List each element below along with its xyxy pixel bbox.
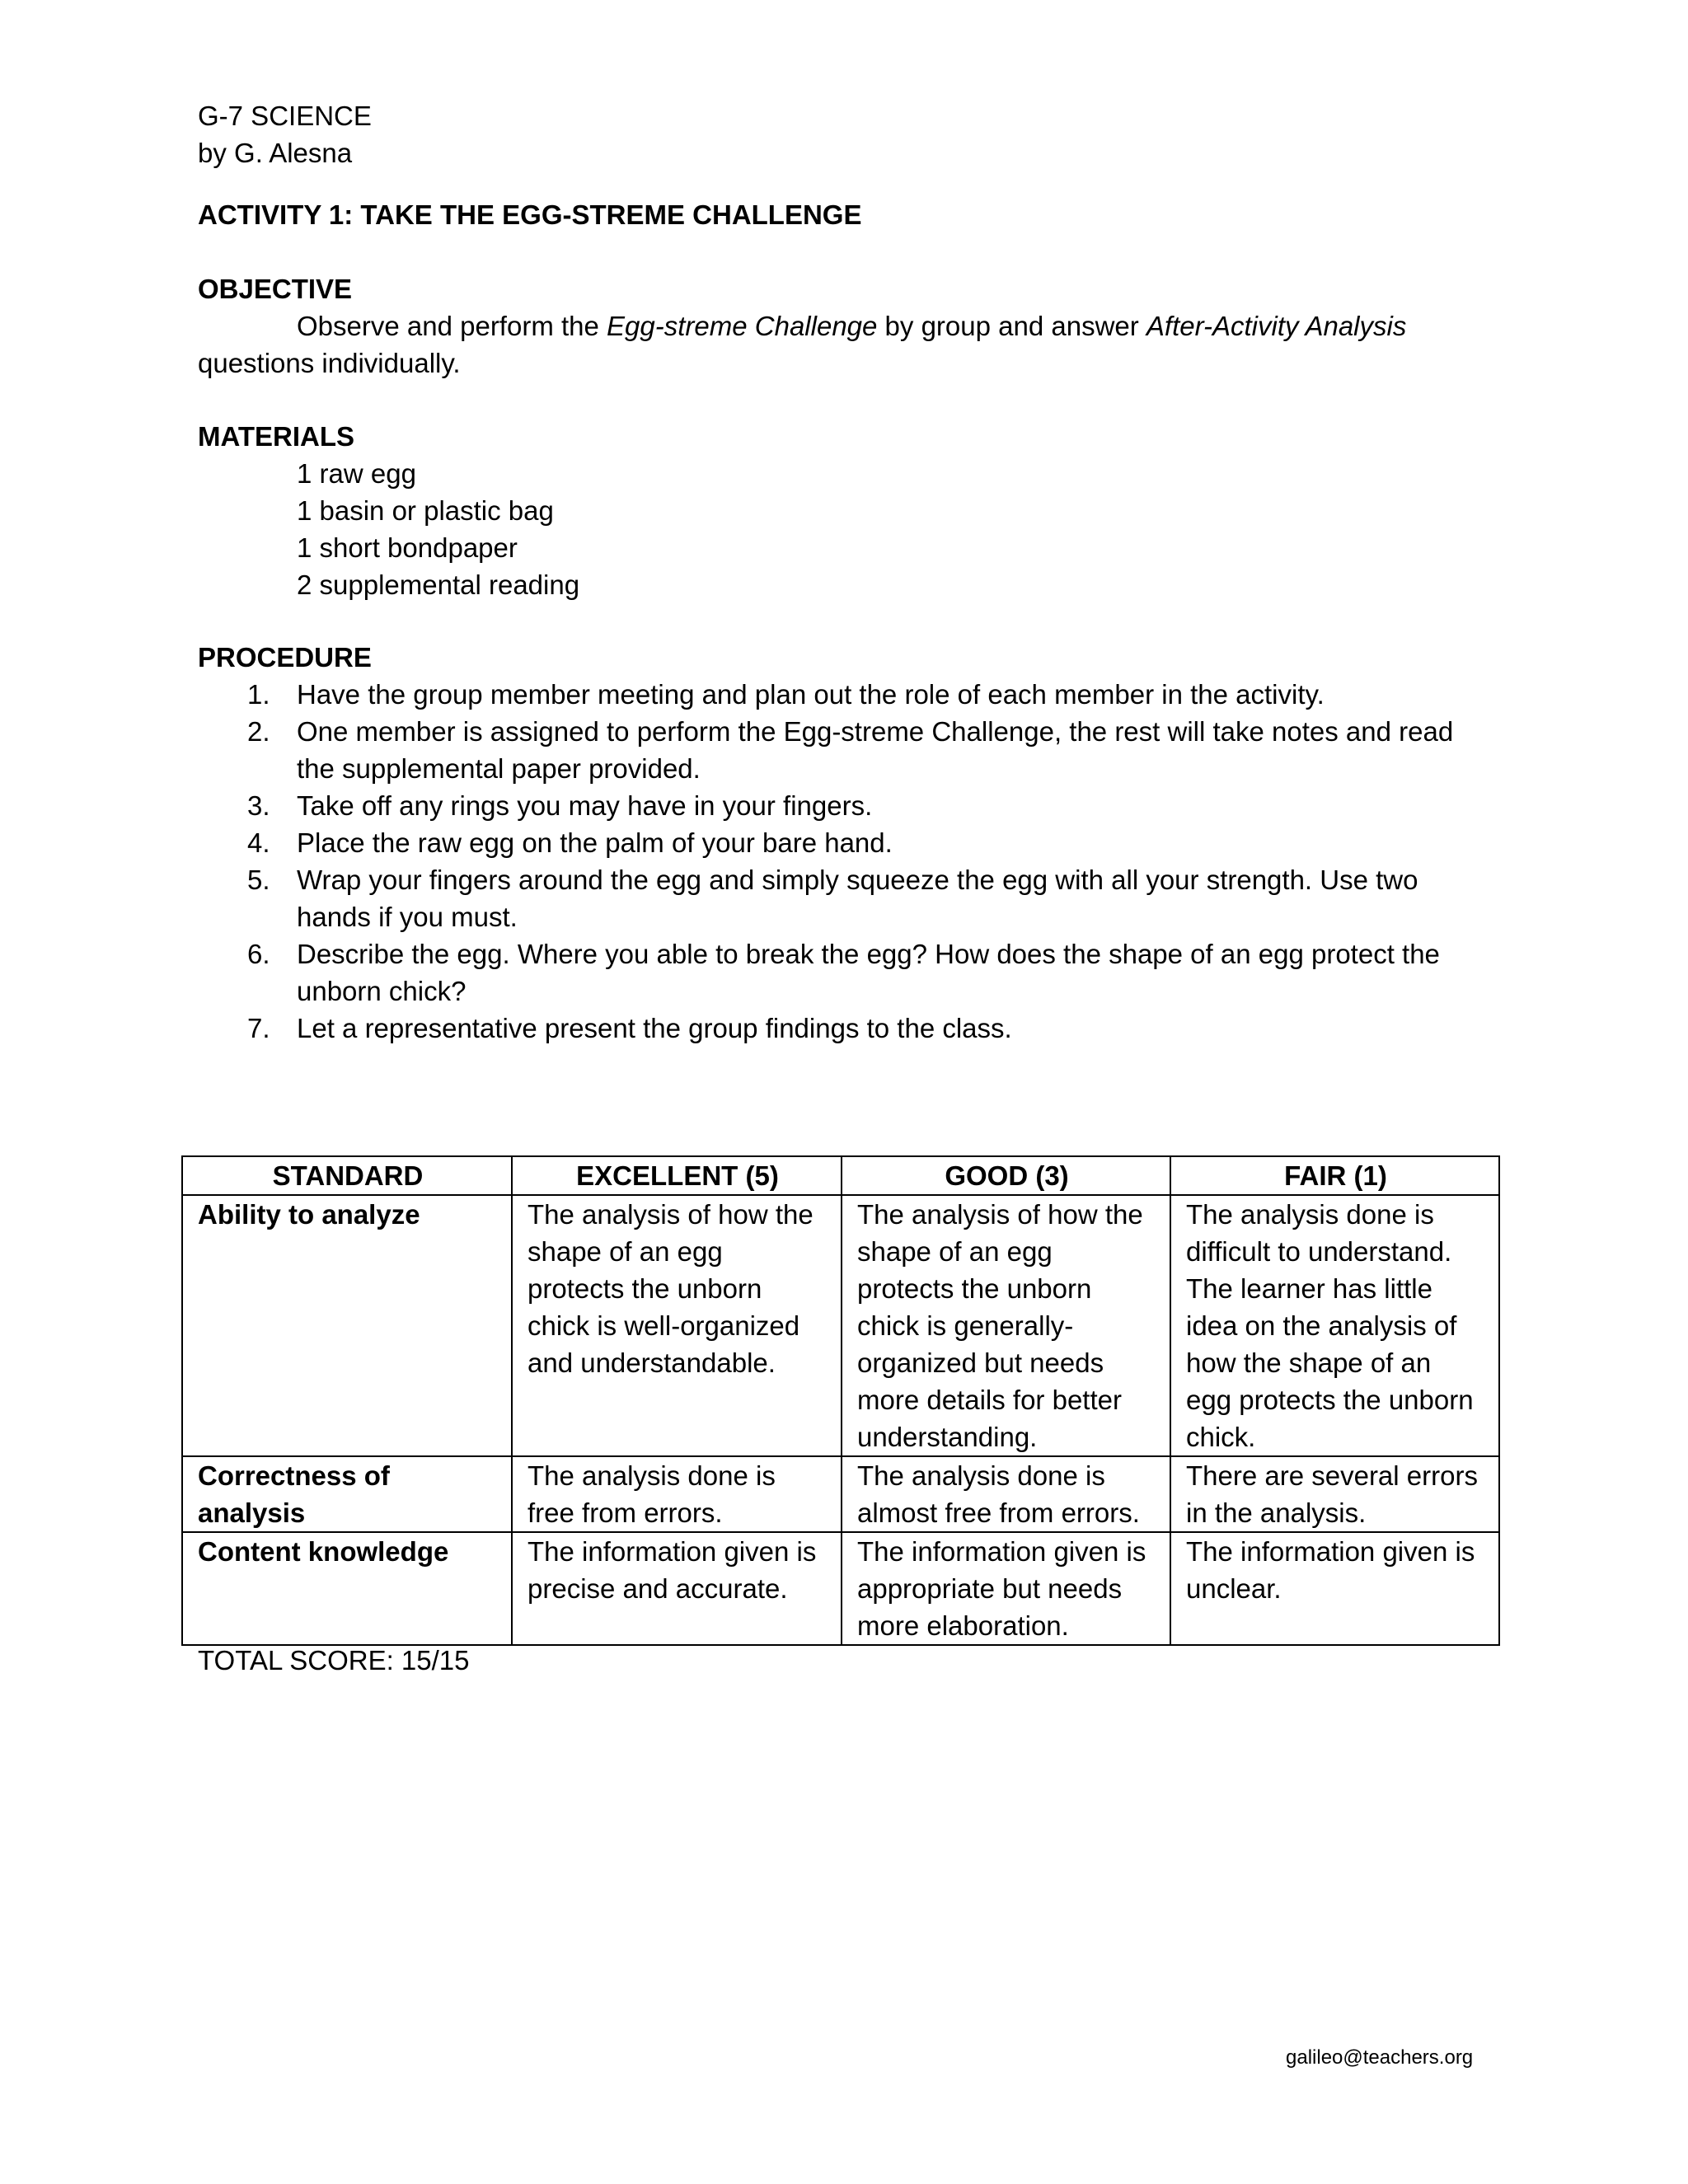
cell-line: how the shape of an: [1186, 1347, 1432, 1378]
cell-line: idea on the analysis of: [1186, 1310, 1457, 1341]
step-number: 2.: [247, 716, 270, 747]
step-text: Place the raw egg on the palm of your bare hand.: [297, 827, 893, 858]
rubric-header-excellent: EXCELLENT (5): [512, 1156, 842, 1195]
activity-section: [198, 196, 1517, 233]
cell-line: appropriate but needs: [857, 1573, 1123, 1604]
objective-heading: OBJECTIVE: [198, 274, 353, 304]
objective-italic-term: Egg-streme Challenge: [607, 311, 878, 341]
step-text: One member is assigned to perform the Egg-streme Challenge, the rest will take notes and read: [297, 716, 1454, 747]
cell-line: The analysis done is: [1186, 1199, 1434, 1230]
rubric-cell-fair: [1170, 1195, 1499, 1456]
cell-line: The analysis done is: [857, 1460, 1105, 1491]
cell-line: shape of an egg: [857, 1236, 1053, 1267]
material-item: 1 raw egg: [297, 458, 416, 489]
rubric-header-fair: FAIR (1): [1170, 1156, 1499, 1195]
step-number: 3.: [247, 790, 270, 821]
cell-line: chick.: [1186, 1422, 1256, 1452]
cell-line: understanding.: [857, 1422, 1038, 1452]
cell-line: The analysis done is: [528, 1460, 776, 1491]
material-item: 2 supplemental reading: [297, 569, 580, 600]
cell-line: chick is well-organized: [528, 1310, 800, 1341]
objective-text-part: by group and answer: [877, 311, 1146, 341]
objective-italic-term: After-Activity Analysis: [1146, 311, 1407, 341]
material-item: 1 basin or plastic bag: [297, 495, 554, 526]
rubric-standard: Ability to analyze: [182, 1195, 512, 1456]
rubric-table: [181, 1155, 1500, 1646]
rubric-header-row: [182, 1156, 1499, 1195]
objective-text-part: Observe and perform the: [297, 311, 607, 341]
cell-line: more details for better: [857, 1385, 1122, 1415]
rubric-cell-good: [842, 1532, 1170, 1645]
rubric-header-good: GOOD (3): [842, 1156, 1170, 1195]
rubric-cell-good: [842, 1195, 1170, 1456]
cell-line: and understandable.: [528, 1347, 776, 1378]
rubric-row: [182, 1532, 1499, 1645]
rubric-cell-fair: [1170, 1456, 1499, 1532]
procedure-step: [198, 824, 1517, 861]
cell-line: in the analysis.: [1186, 1497, 1367, 1528]
materials-heading: MATERIALS: [198, 421, 355, 452]
procedure-step: [198, 713, 1517, 787]
step-text: Let a representative present the group findings to the class.: [297, 1013, 1012, 1043]
cell-line: precise and accurate.: [528, 1573, 788, 1604]
step-number: 6.: [247, 939, 270, 969]
step-number: 7.: [247, 1013, 270, 1043]
cell-line: difficult to understand.: [1186, 1236, 1452, 1267]
rubric-cell-fair: [1170, 1532, 1499, 1645]
procedure-step: [198, 787, 1517, 824]
step-number: 4.: [247, 827, 270, 858]
cell-line: egg protects the unborn: [1186, 1385, 1474, 1415]
cell-line: protects the unborn: [857, 1273, 1092, 1304]
cell-line: The analysis of how the: [528, 1199, 814, 1230]
total-score-section: [198, 1642, 1517, 1679]
objective-section: [198, 270, 1517, 382]
cell-line: almost free from errors.: [857, 1497, 1140, 1528]
procedure-section: [198, 639, 1517, 1047]
procedure-step: [198, 1010, 1517, 1047]
cell-line: chick is generally-: [857, 1310, 1074, 1341]
cell-line: The learner has little: [1186, 1273, 1432, 1304]
step-text: unborn chick?: [297, 976, 467, 1006]
objective-text: [198, 307, 1517, 344]
cell-line: The information given is: [1186, 1536, 1475, 1567]
total-score: TOTAL SCORE: 15/15: [198, 1645, 470, 1675]
cell-line: organized but needs: [857, 1347, 1104, 1378]
procedure-step: [198, 935, 1517, 1010]
footer-email: galileo@teachers.org: [1286, 2046, 1474, 2069]
rubric-standard: Correctness of analysis: [182, 1456, 512, 1532]
cell-line: The analysis of how the: [857, 1199, 1143, 1230]
step-text: Have the group member meeting and plan out the role of each member in the activity.: [297, 679, 1325, 710]
step-text: Describe the egg. Where you able to break the egg? How does the shape of an egg protect the: [297, 939, 1440, 969]
cell-line: more elaboration.: [857, 1610, 1069, 1641]
cell-line: The information given is: [528, 1536, 817, 1567]
objective-text-continued: questions individually.: [198, 348, 461, 378]
step-number: 5.: [247, 865, 270, 895]
rubric-cell-good: [842, 1456, 1170, 1532]
procedure-heading: PROCEDURE: [198, 642, 372, 673]
cell-line: The information given is: [857, 1536, 1146, 1567]
cell-line: unclear.: [1186, 1573, 1282, 1604]
rubric-row: [182, 1456, 1499, 1532]
activity-title: ACTIVITY 1: TAKE THE EGG-STREME CHALLENGE: [198, 199, 862, 230]
procedure-step: [198, 676, 1517, 713]
rubric-cell-excellent: [512, 1456, 842, 1532]
rubric-cell-excellent: [512, 1532, 842, 1645]
rubric-row: [182, 1195, 1499, 1456]
procedure-step: [198, 861, 1517, 935]
step-text: the supplemental paper provided.: [297, 753, 701, 784]
step-text: Take off any rings you may have in your fingers.: [297, 790, 873, 821]
course-title: G-7 SCIENCE: [198, 101, 372, 131]
document-header: [198, 97, 1517, 171]
cell-line: protects the unborn: [528, 1273, 762, 1304]
step-number: 1.: [247, 679, 270, 710]
rubric-standard: Content knowledge: [182, 1532, 512, 1645]
material-item: 1 short bondpaper: [297, 532, 518, 563]
rubric-header-standard: STANDARD: [182, 1156, 512, 1195]
step-text: hands if you must.: [297, 902, 518, 932]
author-line: by G. Alesna: [198, 138, 353, 168]
cell-line: shape of an egg: [528, 1236, 723, 1267]
materials-section: [198, 418, 1517, 603]
rubric-cell-excellent: [512, 1195, 842, 1456]
cell-line: There are several errors: [1186, 1460, 1478, 1491]
step-text: Wrap your fingers around the egg and simply squeeze the egg with all your strength. Use two: [297, 865, 1418, 895]
cell-line: free from errors.: [528, 1497, 723, 1528]
